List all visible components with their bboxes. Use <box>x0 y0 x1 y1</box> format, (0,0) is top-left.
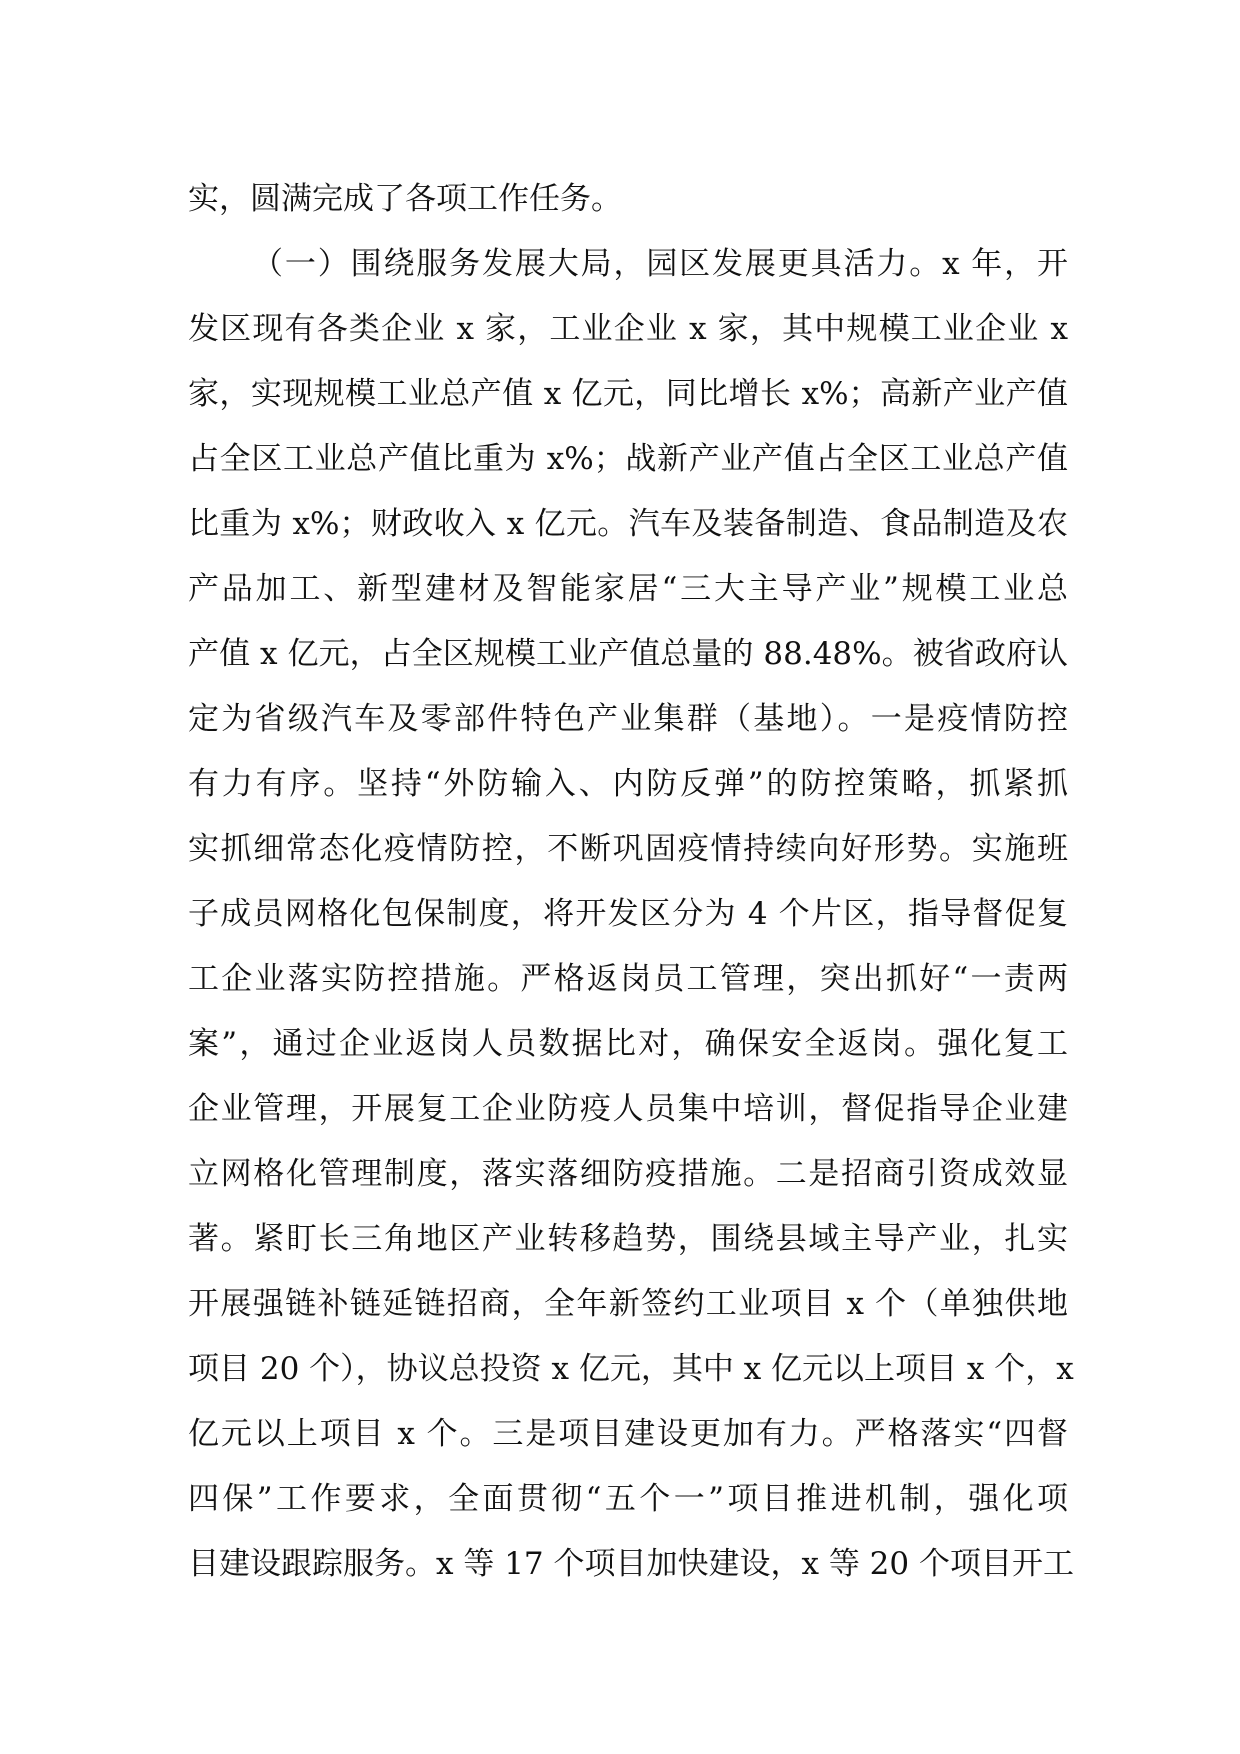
text-line: 发区现有各类企业 x 家，工业企业 x 家，其中规模工业企业 x <box>188 311 1068 347</box>
text-line: 定为省级汽车及零部件特色产业集群（基地）。一是疫情防控 <box>188 701 1068 737</box>
text-line: 企业管理，开展复工企业防疫人员集中培训，督促指导企业建 <box>188 1091 1068 1127</box>
text-line: 产品加工、新型建材及智能家居“三大主导产业”规模工业总 <box>188 571 1068 607</box>
text-line: 亿元以上项目 x 个。三是项目建设更加有力。严格落实“四督 <box>188 1416 1068 1452</box>
text-line: 开展强链补链延链招商，全年新签约工业项目 x 个（单独供地 <box>188 1286 1068 1322</box>
text-line: 案”，通过企业返岗人员数据比对，确保安全返岗。强化复工 <box>188 1026 1068 1062</box>
text-line: 家，实现规模工业总产值 x 亿元，同比增长 x%；高新产业产值 <box>188 376 1068 412</box>
text-line: 产值 x 亿元，占全区规模工业产值总量的 88.48%。被省政府认 <box>188 636 1068 672</box>
text-line: 四保”工作要求，全面贯彻“五个一”项目推进机制，强化项 <box>188 1481 1068 1517</box>
body-text <box>188 167 1074 1597</box>
text-line: 著。紧盯长三角地区产业转移趋势，围绕县域主导产业，扎实 <box>188 1221 1068 1257</box>
text-line: 立网格化管理制度，落实落细防疫措施。二是招商引资成效显 <box>188 1156 1068 1192</box>
text-line: 目建设跟踪服务。x 等 17 个项目加快建设，x 等 20 个项目开工 <box>188 1546 1074 1582</box>
text-line: 项目 20 个），协议总投资 x 亿元，其中 x 亿元以上项目 x 个，x <box>188 1351 1074 1387</box>
text-line: 占全区工业总产值比重为 x%；战新产业产值占全区工业总产值 <box>188 441 1068 477</box>
text-line: 比重为 x%；财政收入 x 亿元。汽车及装备制造、食品制造及农 <box>188 506 1068 542</box>
text-line: 实抓细常态化疫情防控，不断巩固疫情持续向好形势。实施班 <box>188 831 1068 867</box>
text-line: 工企业落实防控措施。严格返岗员工管理，突出抓好“一责两 <box>188 961 1068 997</box>
text-line: 子成员网格化包保制度，将开发区分为 4 个片区，指导督促复 <box>188 896 1068 932</box>
text-line: 有力有序。坚持“外防输入、内防反弹”的防控策略，抓紧抓 <box>188 766 1068 802</box>
text-line: 实，圆满完成了各项工作任务。 <box>188 181 622 217</box>
section-heading-line: （一）围绕服务发展大局，园区发展更具活力。x 年，开 <box>252 246 1068 282</box>
